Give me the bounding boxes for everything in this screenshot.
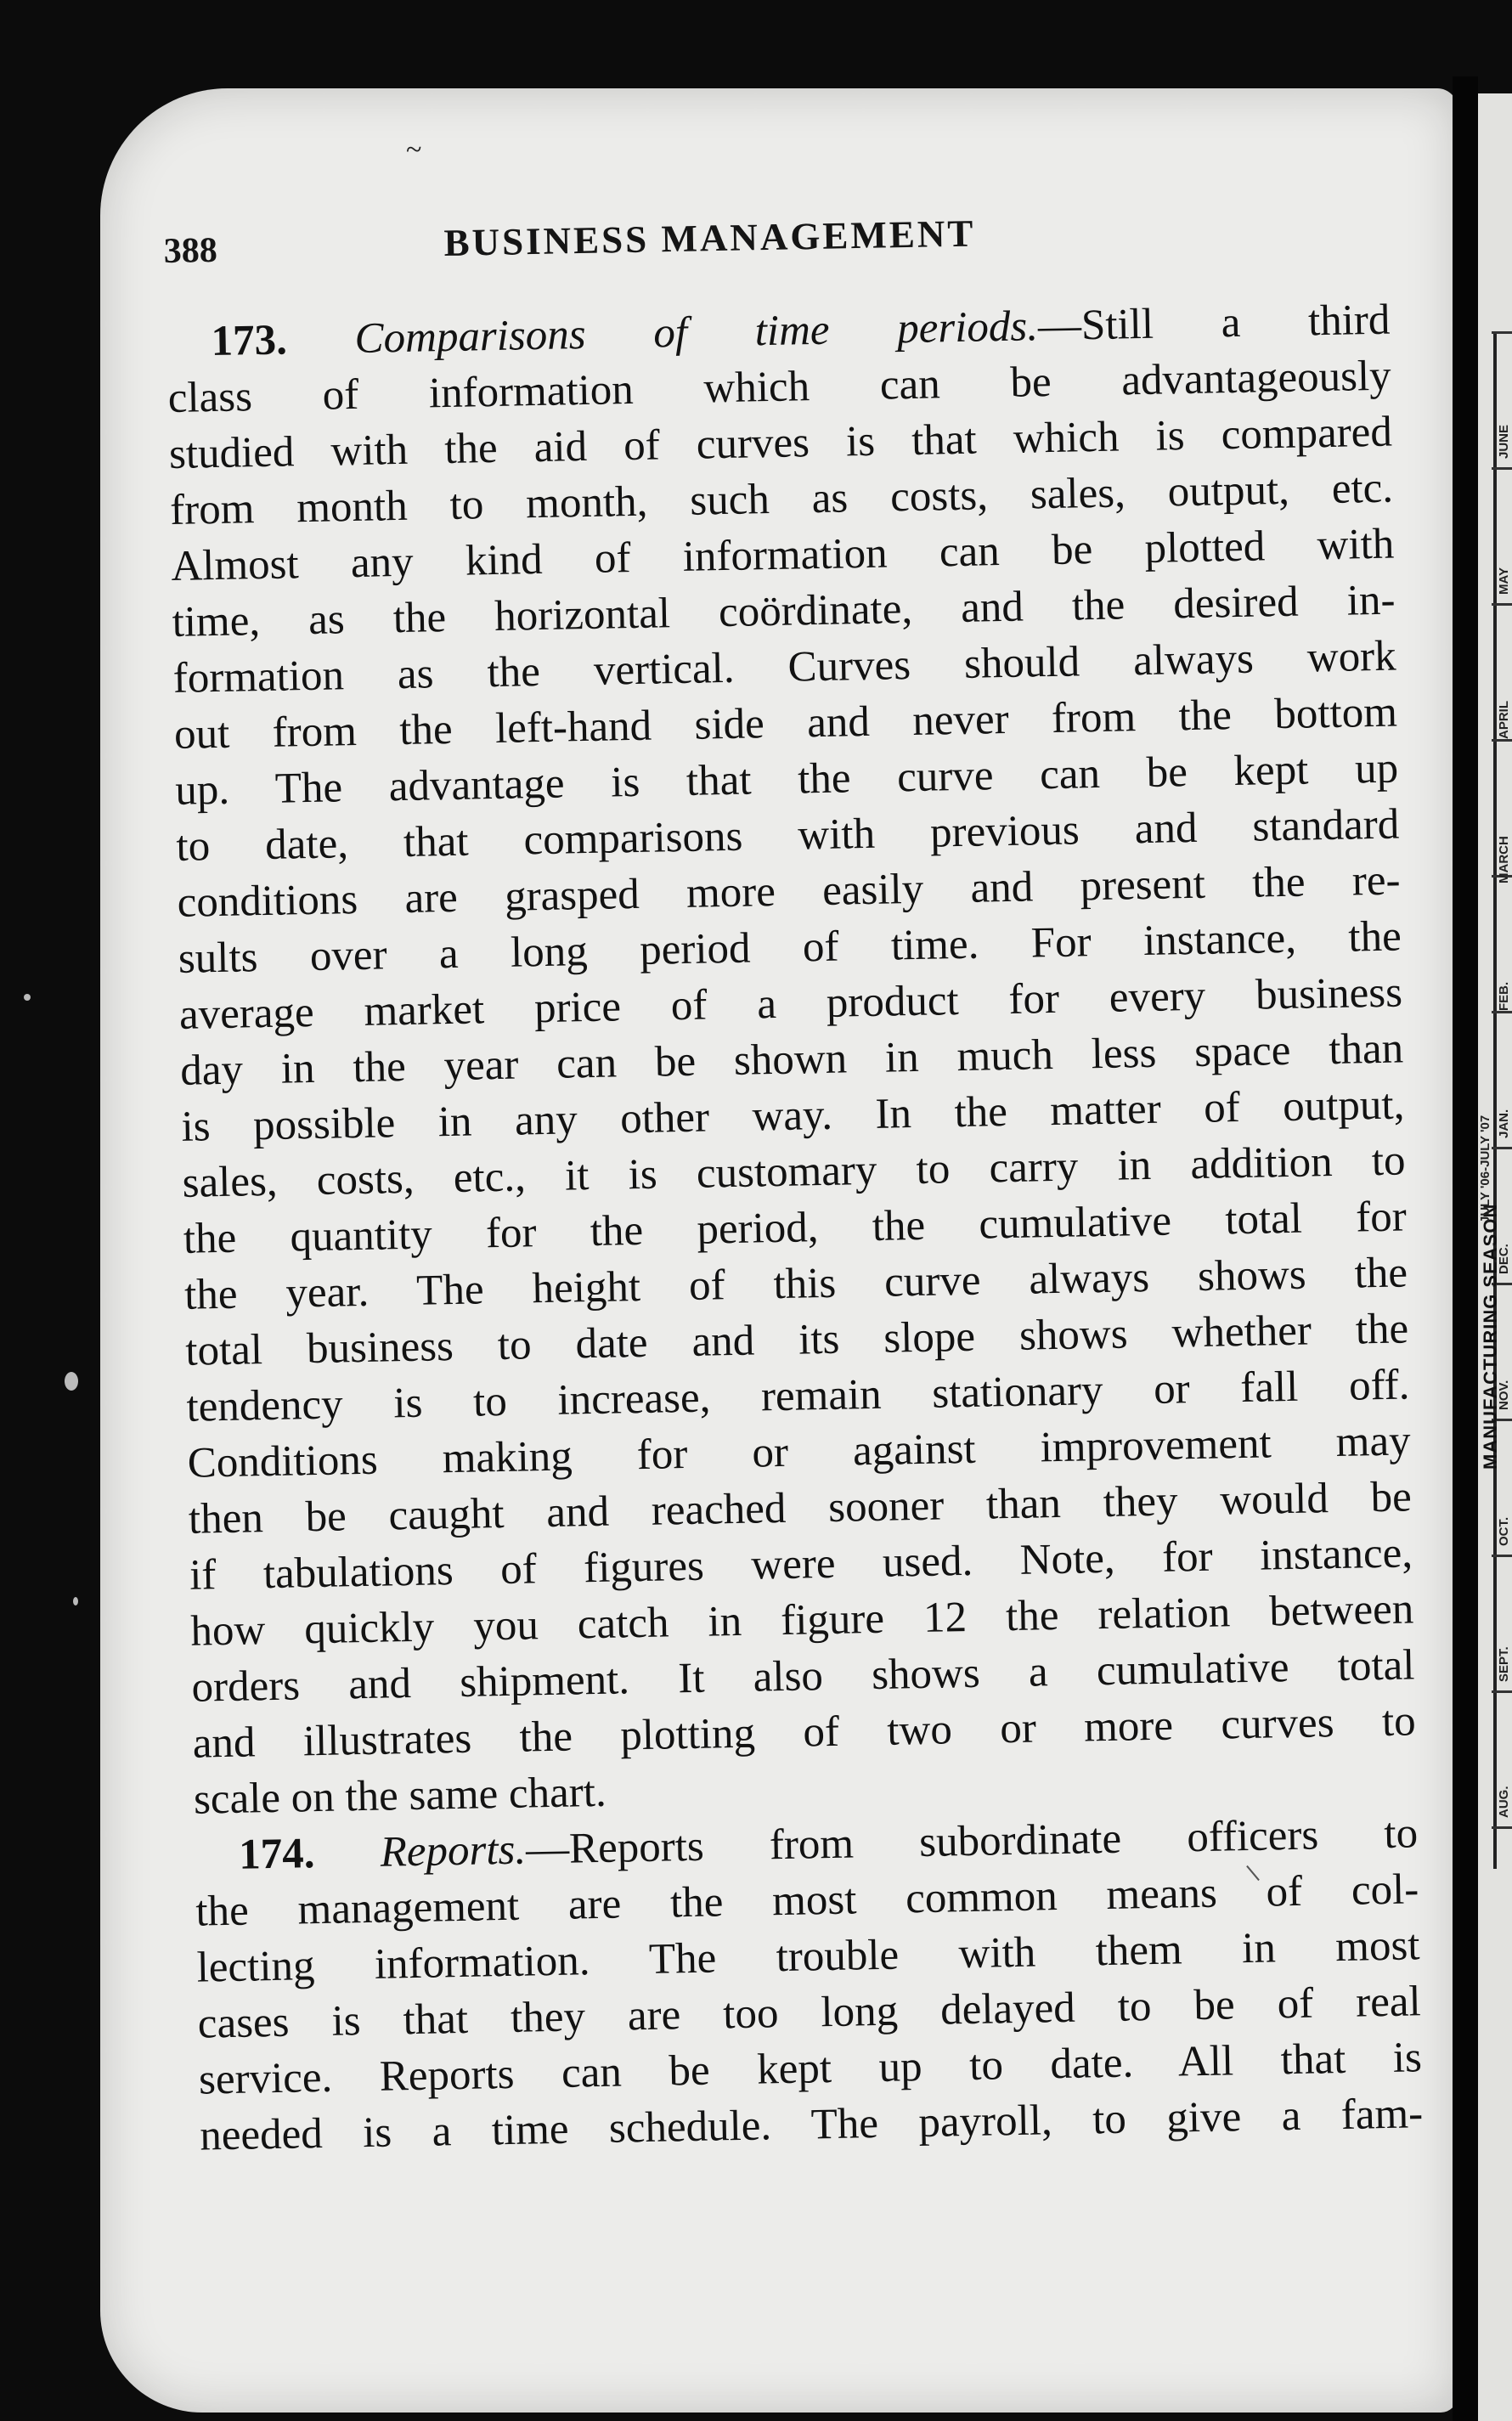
next-page-chart-sliver	[1478, 93, 1512, 2421]
chart-month-label: JUNE	[1497, 424, 1511, 459]
section-title: Reports.	[380, 1826, 527, 1876]
chart-month-label: MARCH	[1497, 836, 1511, 883]
chart-gridline	[1492, 467, 1512, 470]
chart-gridline	[1492, 1826, 1512, 1829]
paragraph-line: the year. The height of this curve always shows the	[183, 1249, 1408, 1319]
dust-speck	[24, 994, 31, 1001]
paragraph-line: how quickly you catch in figure 12 the relation between	[189, 1585, 1414, 1656]
stray-ink-mark: ~	[406, 134, 422, 166]
paragraph-line: is possible in any other way. In the matter of output,	[181, 1081, 1405, 1151]
paragraph-line: out from the left-hand side and never from the bottom	[173, 688, 1398, 759]
chart-gridline	[1492, 1147, 1512, 1149]
paragraph-line: scale on the same chart.	[193, 1768, 607, 1824]
paragraph-line: needed is a time schedule. The payroll, to give a fam-	[199, 2090, 1424, 2160]
paragraph-line: then be caught and reached sooner than they would be	[188, 1473, 1413, 1543]
paragraph-line: lecting information. The trouble with them in most	[196, 1922, 1420, 1992]
paragraph-line: if tabulations of figures were used. Note, for instance,	[189, 1529, 1413, 1600]
paragraph-line: and illustrates the plotting of two or more curves to	[192, 1697, 1417, 1768]
section-title: Comparisons of time periods.	[354, 302, 1039, 363]
running-head: BUSINESS MANAGEMENT	[443, 212, 976, 264]
chart-gridline	[1492, 1011, 1512, 1013]
paragraph-line: sults over a long period of time. For instance, the	[178, 912, 1402, 983]
paragraph-line: the quantity for the period, the cumulative total for	[183, 1193, 1408, 1263]
chart-period-label: JULY '06-JULY '07	[1478, 1115, 1492, 1223]
paragraph-line: formation as the vertical. Curves should always work	[172, 632, 1397, 703]
chart-season-label: MANUFACTURING SEASON	[1480, 1203, 1501, 1470]
paragraph-line: class of information which can be advantageously	[167, 352, 1392, 422]
chart-month-label: SEPT.	[1497, 1646, 1511, 1682]
paragraph-line: up. The advantage is that the curve can be kept up	[174, 744, 1399, 815]
book-gutter	[1453, 76, 1478, 2421]
section-number: 174.	[238, 1830, 315, 1879]
paragraph-line: conditions are grasped more easily and present the re-	[177, 856, 1401, 927]
paragraph-line: cases is that they are too long delayed to be of real	[197, 1978, 1422, 2048]
body-text	[166, 292, 1424, 2164]
chart-gridline	[1492, 1555, 1512, 1557]
chart-month-label: FEB.	[1497, 981, 1511, 1011]
dust-speck	[73, 1597, 78, 1606]
chart-gridline	[1492, 603, 1512, 606]
line-text: —Still a third	[1037, 296, 1391, 351]
line-text: —Reports from subordinate officers to	[525, 1809, 1419, 1874]
paragraph-line: total business to date and its slope shows whether the	[184, 1305, 1409, 1375]
paragraph-line: orders and shipment. It also shows a cumulative total	[191, 1641, 1415, 1712]
page-number: 388	[163, 230, 218, 271]
paragraph-line: studied with the aid of curves is that which is compared	[168, 408, 1393, 478]
chart-border-line	[1493, 331, 1497, 1869]
paragraph-line: time, as the horizontal coördinate, and the desired in-	[172, 576, 1396, 646]
chart-month-label: AUG.	[1497, 1786, 1511, 1818]
paragraph-line: service. Reports can be kept up to date. All that is	[198, 2034, 1423, 2104]
paragraph-line: day in the year can be shown in much less space than	[179, 1024, 1404, 1095]
paragraph-line: sales, costs, etc., it is customary to carry in addition to	[182, 1137, 1407, 1207]
chart-gridline	[1492, 1690, 1512, 1693]
dust-speck	[65, 1372, 78, 1391]
chart-month-label: DEC.	[1497, 1244, 1511, 1274]
paragraph-line: Conditions making for or against improvement may	[187, 1417, 1412, 1487]
section-number: 173.	[211, 316, 288, 366]
chart-month-label: MAY	[1497, 567, 1511, 595]
paragraph-line: to date, that comparisons with previous and standard	[175, 800, 1400, 871]
chart-gridline	[1492, 331, 1512, 334]
chart-gridline	[1492, 739, 1512, 742]
paragraph-line: the management are the most common means of col-	[195, 1865, 1419, 1936]
chart-month-label: JAN.	[1497, 1109, 1511, 1138]
chart-month-label: OCT.	[1497, 1516, 1511, 1546]
chart-month-label: APRIL	[1497, 701, 1511, 739]
chart-month-label: NOV.	[1497, 1380, 1511, 1410]
paragraph-line: average market price of a product for every business	[178, 968, 1403, 1039]
paragraph-line: Almost any kind of information can be plotted with	[170, 520, 1395, 590]
paragraph-line: from month to month, such as costs, sales, output, etc.	[169, 464, 1394, 534]
paragraph-line: tendency is to increase, remain stationary or fall off.	[186, 1361, 1410, 1431]
